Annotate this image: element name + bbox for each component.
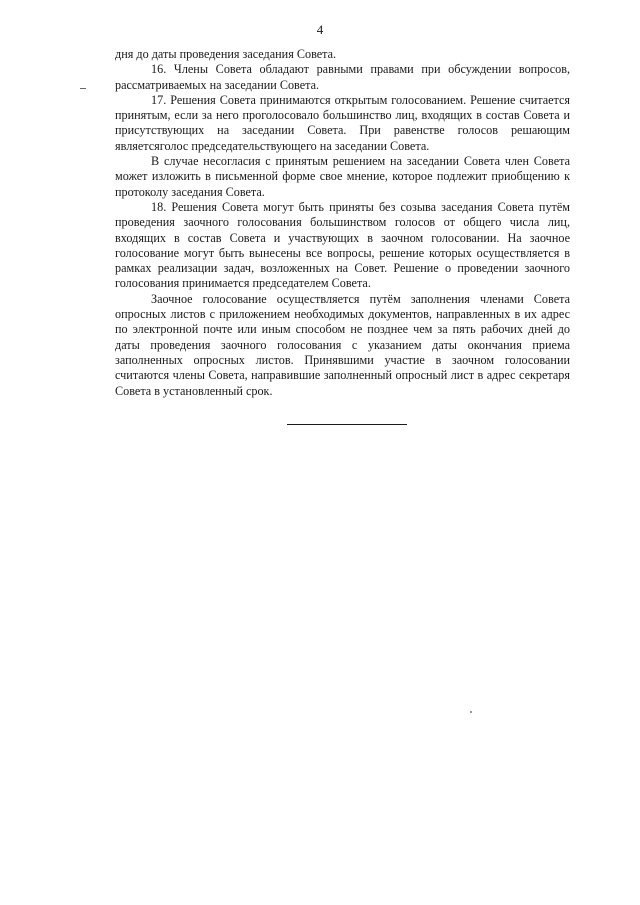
scan-mark — [80, 88, 86, 89]
document-body — [115, 47, 570, 399]
paragraph-absentee-voting: Заочное голосование осуществляется путём заполнения членами Совета опросных листов с приложением необходимых документов, направленных в их адрес по электронной почте или иным способом не позднее чем за пять рабочих дней до даты проведения заочного голосования с указанием даты окончания приема заполненных опросных листов. Принявшими участие в заочном голосовании считаются члены Совета, направившие заполненный опросный лист в адрес секретаря Совета в установленный срок. — [115, 291, 570, 398]
paragraph-item-18: 18. Решения Совета могут быть приняты без созыва заседания Совета путём проведения заочного голосования большинством голосов от общего числа лиц, входящих в состав Совета и участвующих в заочном голосовании. На заочное голосование могут быть вынесены все вопросы, решение которых осуществляется в рамках реализации задач, возложенных на Совет. Решение о проведении заочного голосования принимается председателем Совета. — [115, 199, 570, 291]
closing-divider-line — [287, 424, 407, 425]
paragraph-item-17: 17. Решения Совета принимаются открытым голосованием. Решение считается принятым, если за него проголосовало большинство лиц, входящих в состав Совета и присутствующих на заседании Совета. При равенстве голосов решающим являетсяголос председательствующего на заседании Совета. — [115, 92, 570, 153]
page-number: 4 — [316, 22, 324, 37]
paragraph-item-16: 16. Члены Совета обладают равными правами при обсуждении вопросов, рассматриваемых на заседании Совета. — [115, 62, 570, 92]
paragraph-dissent: В случае несогласия с принятым решением на заседании Совета член Совета может изложить в письменной форме свое мнение, которое подлежит приобщению к протоколу заседания Совета. — [115, 154, 570, 199]
scan-mark — [470, 711, 472, 713]
paragraph-continuation: дня до даты проведения заседания Совета. — [115, 47, 337, 61]
